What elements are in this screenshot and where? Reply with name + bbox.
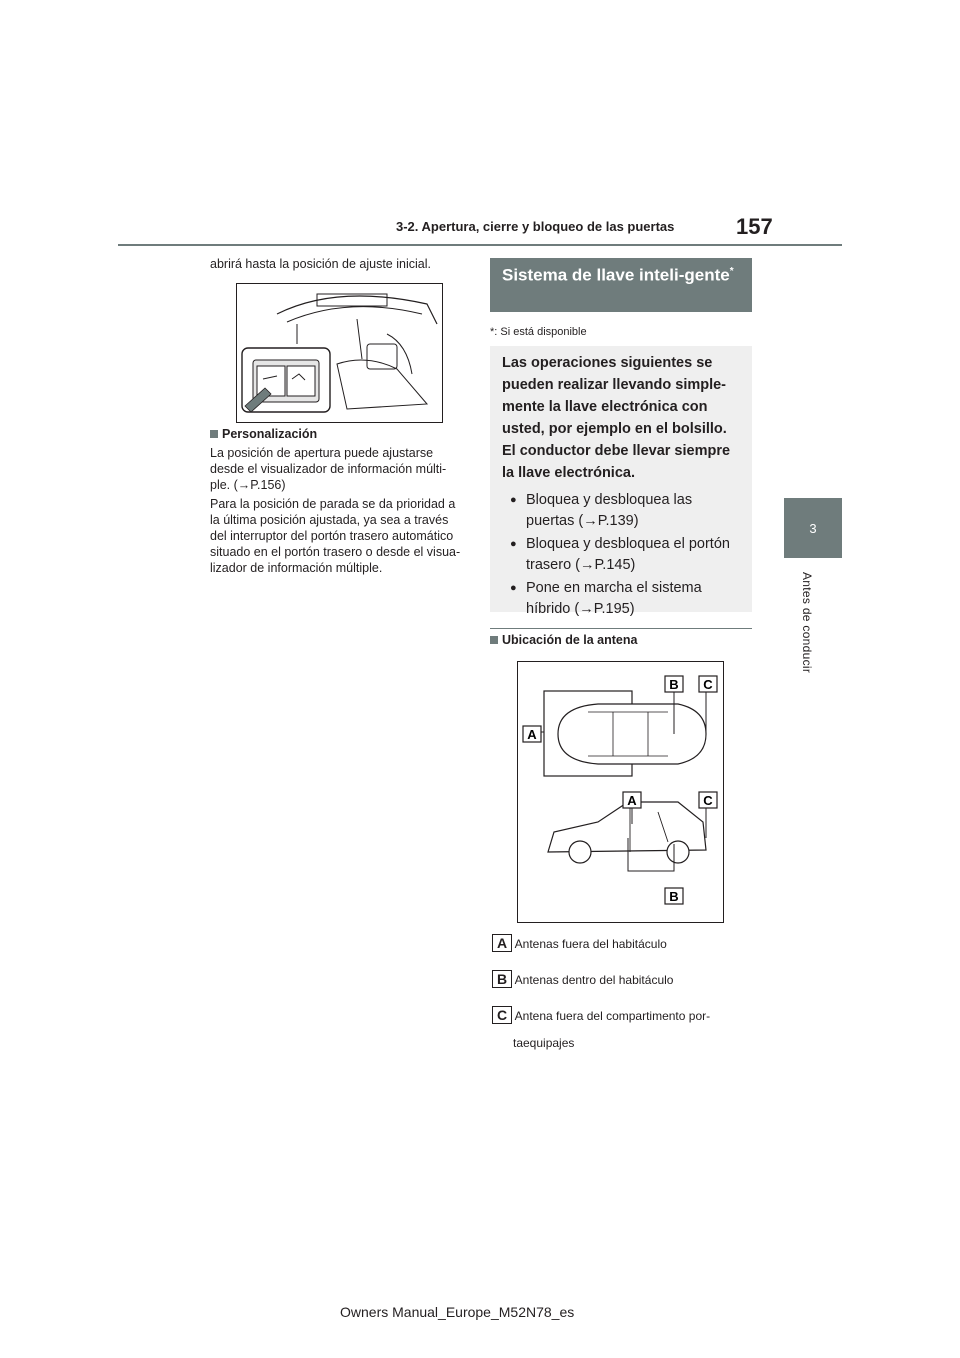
- legend-item-c: [492, 1006, 710, 1024]
- operations-box: [490, 346, 752, 617]
- paragraph-1: La posición de apertura puede ajustarse desde el visualizador de información múlti-ple. (→P.156): [210, 446, 447, 492]
- fig-label-c: C: [703, 793, 713, 808]
- legend-text: Antenas fuera del habitáculo: [514, 937, 667, 951]
- bullet-list: [502, 490, 740, 620]
- list-item: ● Pone en marcha el sistema híbrido (→P.195): [502, 578, 740, 620]
- legend-key: C: [492, 1006, 512, 1024]
- chapter-label: Antes de conducir: [800, 572, 814, 674]
- legend-continuation: taequipajes: [513, 1036, 575, 1050]
- intro-text: abrirá hasta la posición de ajuste inicial.: [210, 257, 431, 271]
- legend-item-a: [492, 934, 667, 952]
- legend-key: B: [492, 970, 512, 988]
- header-rule: [118, 244, 842, 246]
- footer-text: Owners Manual_Europe_M52N78_es: [340, 1304, 575, 1320]
- page-number: 157: [736, 214, 773, 239]
- heading-square-icon: [210, 430, 218, 438]
- legend-key: A: [492, 934, 512, 952]
- footnote: *: Si está disponible: [490, 326, 587, 338]
- tailgate-figure: [236, 283, 443, 423]
- antenna-heading: Ubicación de la antena: [490, 633, 637, 647]
- chapter-tab: 3: [784, 498, 842, 558]
- list-item: ● Bloquea y desbloquea el portón trasero (→P.145): [502, 534, 740, 576]
- paragraph-2: Para la posición de parada se da prioridad a la última posición ajustada, ya sea a través del interruptor del portón trasero automático situado en el portón trasero o desde el visua-lizador de información múltiple.: [210, 497, 461, 575]
- fig-label-b: B: [669, 677, 679, 692]
- fig-label-b: B: [669, 889, 679, 904]
- divider: [490, 628, 752, 629]
- tailgate-illustration: [237, 284, 442, 422]
- antenna-figure: [517, 661, 724, 923]
- legend-text: Antena fuera del compartimento por-: [514, 1009, 711, 1023]
- antenna-diagram: [518, 662, 723, 922]
- fig-label-a: A: [627, 793, 637, 808]
- fig-label-a: A: [527, 727, 537, 742]
- legend-text: Antenas dentro del habitáculo: [514, 973, 674, 987]
- legend-item-b: [492, 970, 673, 988]
- personalizacion-heading: Personalización: [210, 427, 317, 441]
- heading-square-icon: [490, 636, 498, 644]
- section-title: 3-2. Apertura, cierre y bloqueo de las puertas: [396, 219, 675, 234]
- section-heading: Sistema de llave inteli-gente*: [490, 258, 752, 312]
- fig-label-c: C: [703, 677, 713, 692]
- list-item: ● Bloquea y desbloquea las puertas (→P.139): [502, 490, 740, 532]
- box-intro: Las operaciones siguientes se pueden realizar llevando simple-mente la llave electrónica con usted, por ejemplo en el bolsillo. El conductor debe llevar siempre la llave electrónica.: [502, 355, 731, 481]
